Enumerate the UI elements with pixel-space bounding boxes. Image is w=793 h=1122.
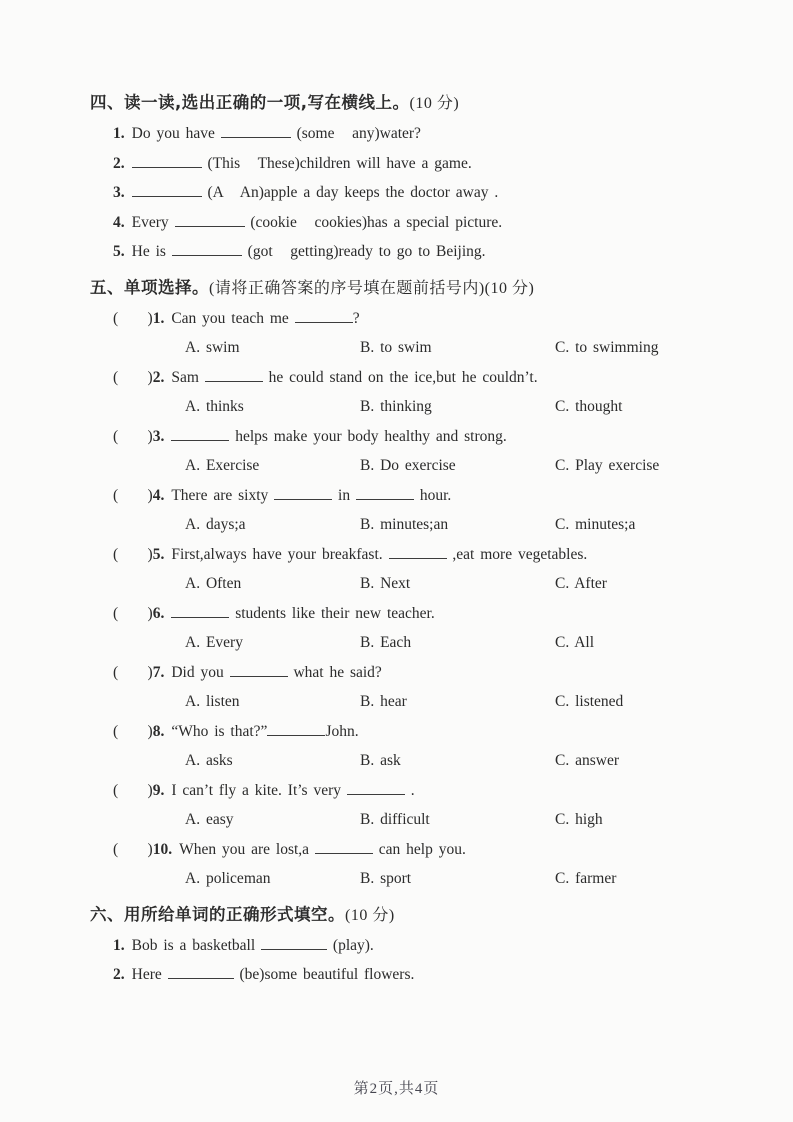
question-text: helps make your body healthy and strong.	[229, 427, 507, 445]
option-c: C. Play exercise	[555, 457, 660, 474]
option-c: C. high	[555, 811, 603, 828]
answer-blank	[171, 427, 229, 441]
question-row	[90, 237, 735, 267]
question-row	[90, 422, 735, 452]
question-text: (play).	[327, 936, 374, 954]
option-c: C. to swimming	[555, 339, 659, 356]
question-text: in	[332, 486, 356, 504]
question-text: Bob is a basketball	[131, 936, 262, 954]
question-text: (some any)water?	[290, 125, 421, 142]
answer-bracket: ( )	[113, 545, 153, 563]
question-text: Did you	[171, 663, 230, 681]
answer-bracket: ( )	[113, 604, 153, 622]
option-a: A. days;a	[185, 516, 246, 533]
section-score: (10 分)	[345, 906, 395, 924]
options-row	[90, 569, 735, 599]
question-number: 4.	[113, 213, 125, 231]
option-a: A. asks	[185, 752, 233, 769]
question-text: Every	[131, 213, 175, 231]
option-a: A. listen	[185, 693, 240, 710]
answer-blank	[230, 663, 288, 677]
question-row	[90, 835, 735, 865]
option-c: C. minutes;a	[555, 516, 636, 533]
option-a: A. swim	[185, 339, 240, 356]
section-five	[90, 273, 735, 894]
answer-blank	[172, 242, 242, 256]
option-a: A. Often	[185, 575, 242, 592]
section-heading	[90, 900, 735, 931]
answer-bracket: ( )	[113, 663, 153, 681]
answer-blank	[132, 183, 202, 197]
options-row	[90, 628, 735, 658]
answer-blank	[295, 309, 353, 323]
question-number: 1.	[113, 125, 125, 142]
question-row	[90, 119, 735, 149]
question-text: I can’t fly a kite. It’s very	[171, 781, 347, 799]
paper-content	[90, 88, 735, 990]
answer-bracket: ( )	[113, 840, 153, 858]
answer-blank	[168, 965, 234, 979]
question-text: (This These)children will have a game.	[201, 154, 472, 172]
question-text: hour.	[413, 486, 452, 504]
option-b: B. sport	[360, 870, 412, 887]
question-text: students like their new teacher.	[229, 604, 435, 622]
question-number: 3.	[152, 427, 165, 445]
answer-bracket: ( )	[113, 722, 153, 740]
question-row	[90, 599, 735, 629]
option-b: B. Do exercise	[360, 457, 456, 474]
question-number: 5.	[113, 243, 125, 260]
answer-bracket: ( )	[113, 427, 153, 445]
question-text: (A An)apple a day keeps the doctor away .	[201, 184, 499, 201]
answer-blank	[356, 486, 414, 500]
question-row	[90, 363, 735, 393]
question-number: 2.	[113, 154, 125, 172]
section-heading	[90, 88, 735, 119]
question-row	[90, 717, 735, 747]
question-text: First,always have your breakfast.	[171, 545, 389, 563]
question-text: he could stand on the ice,but he couldn’t.	[262, 368, 538, 386]
option-b: B. Each	[360, 634, 412, 651]
answer-blank	[389, 545, 447, 559]
question-row	[90, 481, 735, 511]
option-c: C. farmer	[555, 870, 617, 887]
option-a: A. easy	[185, 811, 234, 828]
answer-blank	[267, 722, 325, 736]
option-b: B. hear	[360, 693, 407, 710]
option-a: A. policeman	[185, 870, 271, 887]
option-c: C. All	[555, 634, 595, 651]
question-number: 2.	[152, 368, 165, 386]
options-row	[90, 510, 735, 540]
page-number: 第2页,共4页	[353, 1081, 440, 1097]
question-row	[90, 776, 735, 806]
question-number: 6.	[152, 604, 165, 622]
question-text: ,eat more vegetables.	[446, 545, 588, 563]
question-row	[90, 149, 735, 179]
answer-bracket: ( )	[113, 781, 153, 799]
options-row	[90, 392, 735, 422]
question-text: .	[404, 781, 415, 799]
options-row	[90, 864, 735, 894]
question-number: 4.	[152, 486, 165, 504]
question-number: 10.	[152, 840, 173, 858]
answer-bracket: ( )	[113, 368, 153, 386]
options-row	[90, 805, 735, 835]
section-note: (请将正确答案的序号填在题前括号内)	[209, 279, 485, 297]
answer-blank	[205, 368, 263, 382]
option-a: A. thinks	[185, 398, 244, 415]
question-number: 2.	[113, 966, 125, 983]
answer-blank	[175, 213, 245, 227]
answer-blank	[274, 486, 332, 500]
answer-blank	[132, 154, 202, 168]
option-c: C. After	[555, 575, 607, 592]
question-text: He is	[131, 243, 172, 260]
section-six	[90, 900, 735, 990]
question-text: Here	[131, 966, 168, 983]
option-c: C. answer	[555, 752, 619, 769]
options-row	[90, 746, 735, 776]
question-row	[90, 658, 735, 688]
question-text: Sam	[171, 368, 205, 386]
question-number: 7.	[152, 663, 165, 681]
option-b: B. to swim	[360, 339, 432, 356]
answer-blank	[221, 124, 291, 138]
option-b: B. ask	[360, 752, 401, 769]
question-text: John.	[325, 722, 359, 740]
option-b: B. Next	[360, 575, 411, 592]
option-a: A. Exercise	[185, 457, 260, 474]
question-row	[90, 178, 735, 208]
section-heading	[90, 273, 735, 304]
question-text: “Who is that?”	[171, 722, 268, 740]
question-text: (got getting)ready to go to Beijing.	[241, 243, 486, 260]
question-number: 8.	[152, 722, 165, 740]
answer-blank	[315, 840, 373, 854]
question-row	[90, 960, 735, 990]
option-c: C. thought	[555, 398, 623, 415]
question-text: (cookie cookies)has a special picture.	[244, 213, 503, 231]
question-row	[90, 304, 735, 334]
options-row	[90, 687, 735, 717]
option-b: B. minutes;an	[360, 516, 449, 533]
section-score: (10 分)	[484, 279, 535, 297]
section-title: 四、读一读,选出正确的一项,写在横线上。	[90, 93, 410, 112]
option-b: B. thinking	[360, 398, 432, 415]
section-title: 六、用所给单词的正确形式填空。	[90, 904, 345, 924]
question-row	[90, 208, 735, 238]
question-text: what he said?	[287, 663, 382, 681]
question-text: There are sixty	[171, 486, 275, 504]
option-a: A. Every	[185, 634, 243, 651]
section-four	[90, 88, 735, 267]
section-score: (10 分)	[409, 95, 460, 112]
question-text: can help you.	[372, 840, 466, 858]
options-row	[90, 333, 735, 363]
answer-blank	[347, 781, 405, 795]
answer-bracket: ( )	[113, 486, 153, 504]
question-text: (be)some beautiful flowers.	[233, 966, 415, 983]
section-title: 五、单项选择。	[90, 277, 209, 297]
question-row	[90, 540, 735, 570]
question-row	[90, 931, 735, 961]
question-number: 9.	[152, 781, 165, 799]
question-text: Can you teach me	[171, 309, 295, 327]
question-number: 5.	[152, 545, 165, 563]
option-b: B. difficult	[360, 811, 430, 828]
question-text: When you are lost,a	[179, 840, 315, 858]
options-row	[90, 451, 735, 481]
answer-blank	[171, 604, 229, 618]
question-number: 1.	[152, 309, 165, 327]
answer-blank	[261, 936, 327, 950]
answer-bracket: ( )	[113, 309, 153, 327]
option-c: C. listened	[555, 693, 624, 710]
question-number: 1.	[113, 936, 125, 954]
question-text: Do you have	[131, 125, 221, 142]
question-text: ?	[352, 309, 360, 327]
question-number: 3.	[113, 184, 125, 201]
